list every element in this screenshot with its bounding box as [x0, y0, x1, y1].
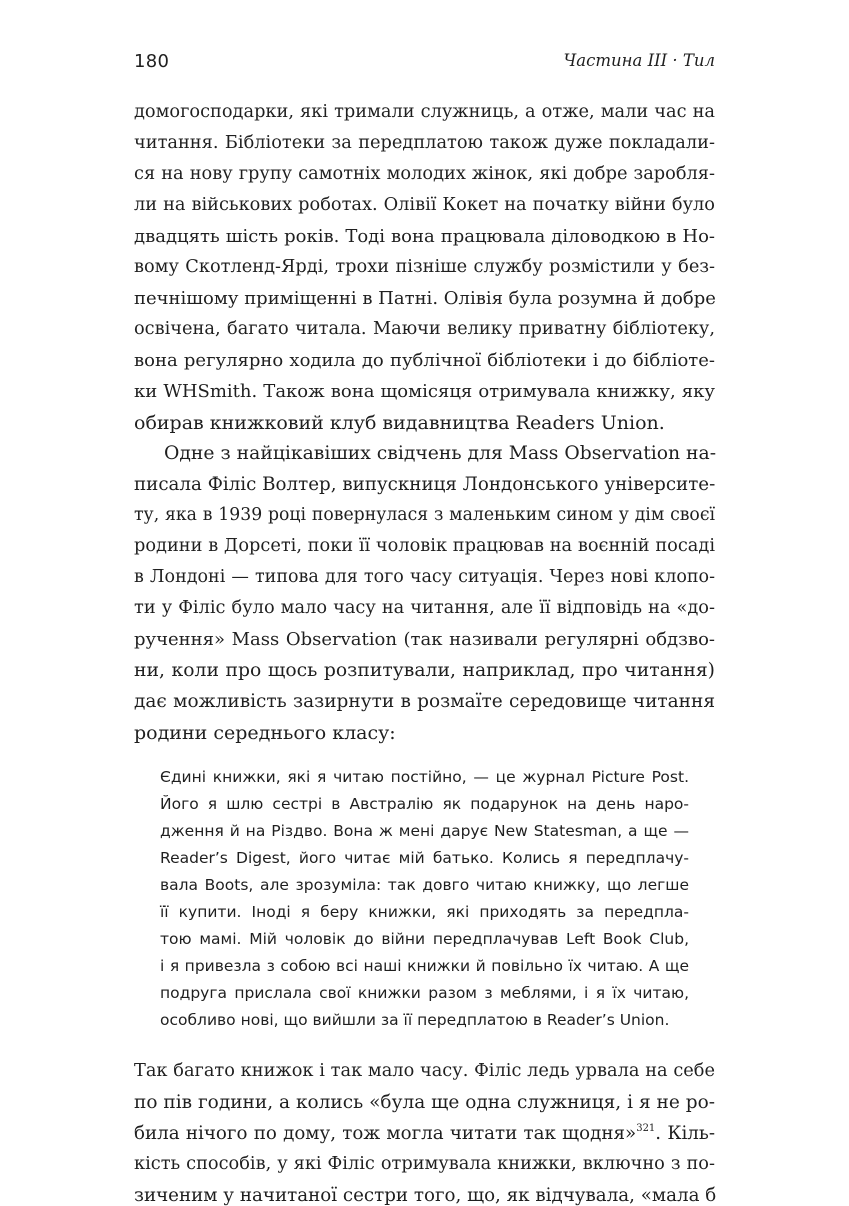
- quote-line: і я привезла з собою всі наші книжки й повільно їх читаю. А ще: [160, 957, 689, 975]
- body-line: вона регулярно ходила до публічної бібліотеки і до бібліоте-: [134, 350, 715, 371]
- running-head: [134, 51, 715, 75]
- body-line: печнішому приміщенні в Патні. Олівія була розумна й добре: [134, 288, 716, 309]
- body-text-segment: била нічого по дому, тож могла читати так щодня»: [134, 1123, 637, 1144]
- quote-line: її купити. Іноді я беру книжки, які приходять за передпла-: [160, 903, 689, 921]
- body-line: писала Філіс Волтер, випускниця Лондонського університе-: [134, 474, 716, 495]
- body-line: обирав книжковий клуб видавництва Readers Union.: [134, 412, 665, 434]
- body-line: ни, коли про щось розпитували, наприклад, про читання): [134, 660, 715, 681]
- body-line: ту, яка в 1939 році повернулася з маленьким сином у дім своєї: [134, 505, 715, 525]
- body-line: домогосподарки, які тримали служниць, а отже, мали час на: [134, 102, 715, 122]
- body-line: ли на військових роботах. Олівії Кокет на початку війни було: [134, 195, 715, 215]
- quote-line: дження й на Різдво. Вона ж мені дарує New Statesman, а ще —: [160, 822, 689, 840]
- body-line: дає можливість зазирнути в розмаїте середовище читання: [134, 691, 715, 712]
- body-line: ки WHSmith. Також вона щомісяця отримувала книжку, яку: [134, 381, 715, 402]
- section-title: Частина ІІІ · Тил: [563, 51, 715, 70]
- body-line: по пів години, а колись «була ще одна служниця, і я не ро-: [134, 1092, 715, 1113]
- body-line: в Лондоні — типова для того часу ситуація. Через нові клопо-: [134, 567, 715, 587]
- quote-line: Його я шлю сестрі в Австралію як подарунок на день наро-: [160, 795, 689, 813]
- quote-line: подруга прислала свої книжки разом з меблями, і я їх читаю,: [160, 984, 689, 1002]
- body-line: зиченим у начитаної сестри того, що, як відчувала, «мала б: [134, 1185, 717, 1206]
- body-line: кість способів, у які Філіс отримувала книжки, включно з по-: [134, 1154, 715, 1174]
- body-line: Одне з найцікавіших свідчень для Mass Observation на-: [164, 443, 717, 464]
- body-text-segment: . Кіль-: [655, 1123, 715, 1144]
- quote-line: особливо нові, що вийшли за її передплатою в Reader’s Union.: [160, 1011, 670, 1029]
- body-line: ти у Філіс було мало часу на читання, але її відповідь на «до-: [134, 598, 715, 618]
- quote-line: Єдині книжки, які я читаю постійно, — це журнал Picture Post.: [160, 768, 689, 786]
- quote-line: Reader’s Digest, його читає мій батько. Колись я передплачу-: [160, 849, 689, 867]
- footnote-reference[interactable]: 321: [636, 1123, 656, 1134]
- body-line: ручення» Mass Observation (так називали регулярні обдзво-: [134, 629, 715, 650]
- body-line: вому Скотленд-Ярді, трохи пізніше службу розмістили у без-: [134, 257, 715, 277]
- body-line: освічена, багато читала. Маючи велику приватну бібліотеку,: [134, 319, 715, 339]
- body-line: родини середнього класу:: [134, 722, 396, 744]
- quote-line: вала Boots, але зрозуміла: так довго читаю книжку, що легше: [160, 876, 689, 894]
- body-line: ся на нову групу самотніх молодих жінок, які добре заробля-: [134, 164, 715, 184]
- body-line: читання. Бібліотеки за передплатою також дуже покладали-: [134, 133, 715, 153]
- body-line-with-footnote: [134, 1125, 715, 1143]
- quote-line: тою мамі. Мій чоловік до війни передплачував Left Book Club,: [160, 930, 689, 948]
- body-line: двадцять шість років. Тоді вона працювала діловодкою в Но-: [134, 226, 715, 247]
- body-line: родини в Дорсеті, поки її чоловік працював на воєнній посаді: [134, 536, 715, 556]
- page-number: 180: [134, 51, 170, 72]
- body-line: Так багато книжок і так мало часу. Філіс ледь урвала на себе: [134, 1061, 715, 1081]
